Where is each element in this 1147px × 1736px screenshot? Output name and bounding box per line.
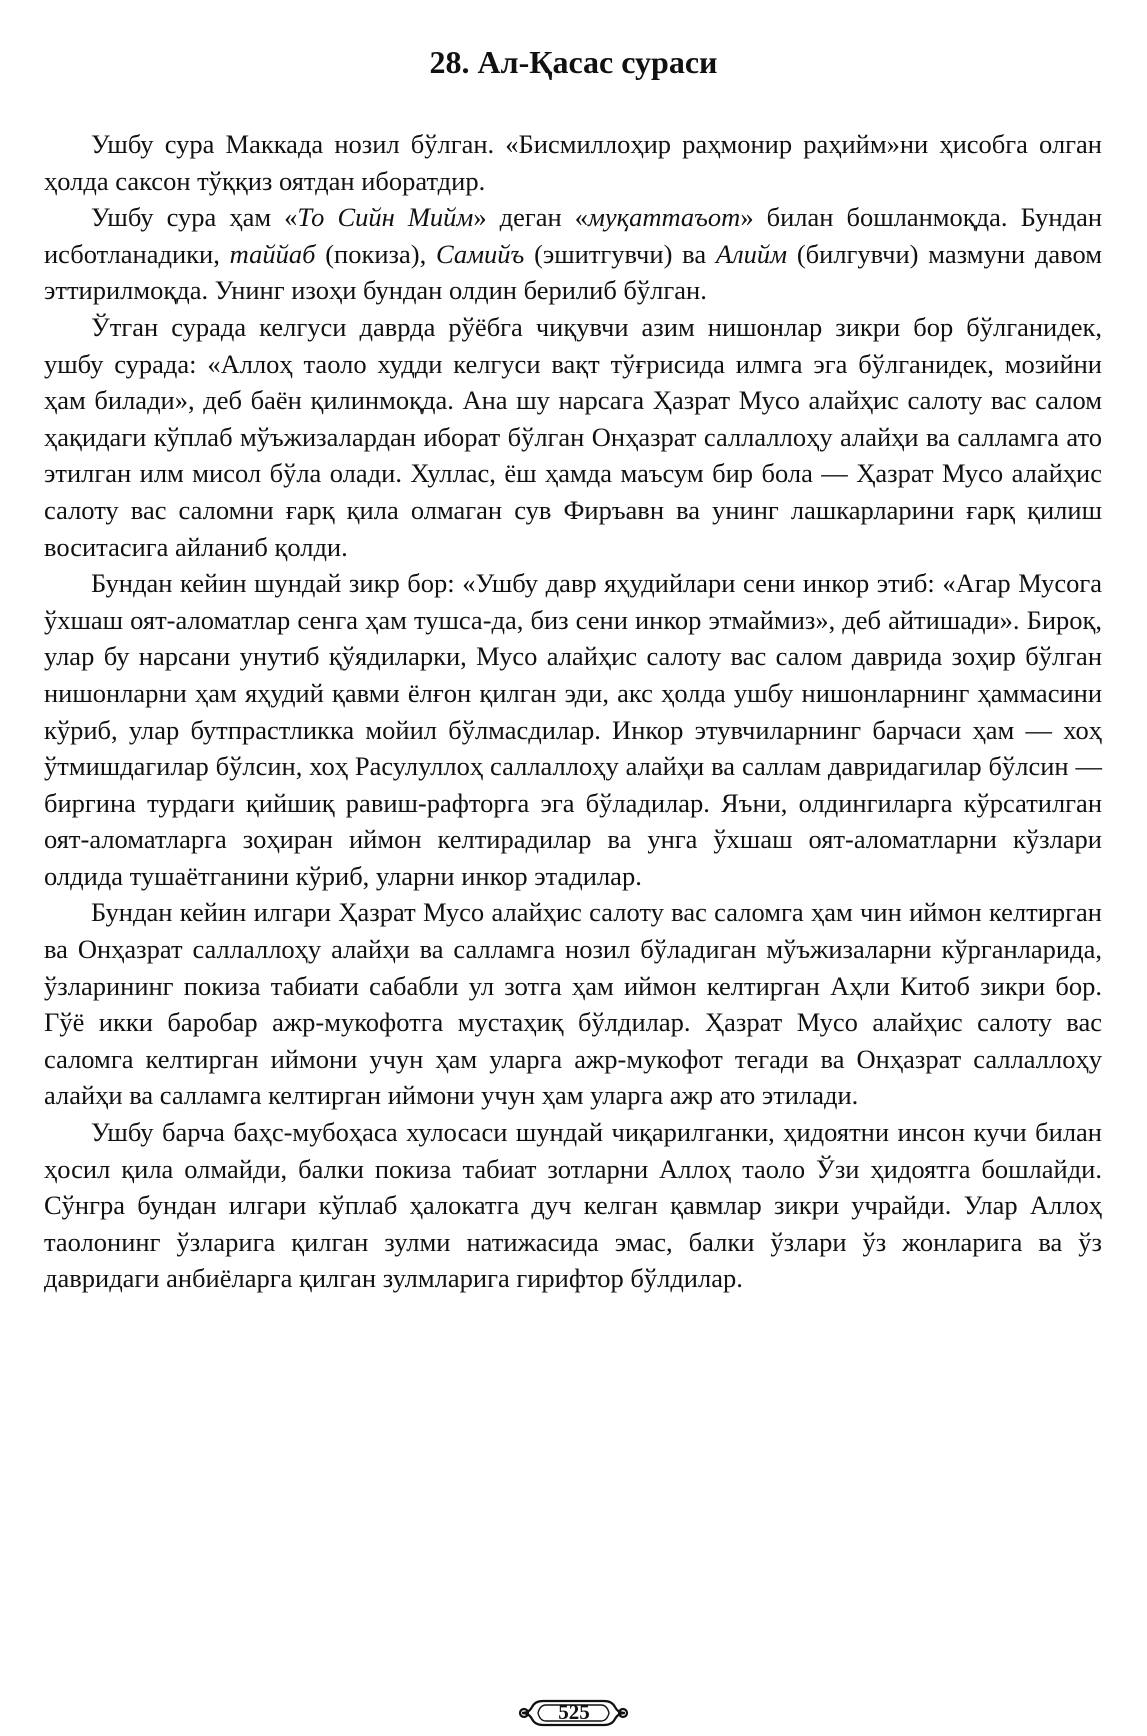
body-paragraph	[44, 199, 1102, 309]
body-paragraph	[44, 894, 1102, 1114]
text-run: Ушбу сура Маккада нозил бўлган. «Бисмиллоҳир раҳмонир раҳийм»ни ҳисобга олган ҳолда саксон тўққиз оятдан иборатдир.	[44, 129, 1102, 196]
body-text	[44, 126, 1102, 1297]
italic-term: Самийъ	[436, 238, 525, 269]
text-run: (покиза),	[315, 238, 436, 269]
body-paragraph	[44, 126, 1102, 199]
text-run: » билан бошланмоқда. Бундан исботланадики,	[44, 202, 1103, 269]
text-run: Бундан кейин илгари Ҳазрат Мусо алайҳис салоту вас саломга ҳам чин иймон келтирган ва Онҳазрат саллаллоҳу алайҳи ва салламга нозил бўладиган мўъжизаларни кўрганларида, ўзларининг покиза табиати сабабли ул зотга ҳам иймон келтирган Аҳли Китоб зикри бор. Гўё икки баробар ажр-мукофотга мустаҳиқ бўлдилар. Ҳазрат Мусо алайҳис салоту вас саломга келтирган иймони учун ҳам уларга ажр-мукофот тегади ва Онҳазрат саллаллоҳу алайҳи ва салламга келтирган иймони учун ҳам уларга ажр ато этилади.	[44, 897, 1102, 1111]
text-run: » деган «	[473, 202, 588, 233]
text-run: Бундан кейин шундай зикр бор: «Ушбу давр яҳудийлари сени инкор этиб: «Агар Мусога ўхшаш оят-аломатлар сенга ҳам тушса-да, биз сени инкор этмаймиз», деб айтишади». Бироқ, улар бу нарсани унутиб қўядиларки, Мусо алайҳис салоту вас салом даврида зоҳир бўлган нишонларни ҳам яҳудий қавми ёлғон қилган эди, акс ҳолда ушбу нишонларнинг ҳаммасини кўриб, улар бутпрастликка мойил бўлмасдилар. Инкор этувчиларнинг барчаси ҳам — хоҳ ўтмишдагилар бўлсин, хоҳ Расулуллоҳ саллаллоҳу алайҳи ва саллам давридагилар бўлсин — биргина турдаги қийшиқ равиш-рафторга эга бўладилар. Яъни, олдингиларга кўрсатилган оят-аломатларга зоҳиран иймон келтирадилар ва унга ўхшаш оят-аломатларни кўзлари олдида тушаётганини кўриб, уларни инкор этадилар.	[44, 568, 1102, 891]
chapter-title: 28. Ал-Қасас сураси	[429, 44, 718, 80]
page-number: 525	[558, 1700, 590, 1724]
italic-term: муқаттаъот	[588, 202, 741, 233]
italic-term: таййаб	[229, 238, 316, 269]
italic-term: Алийм	[715, 238, 788, 269]
text-run: Ушбу сура ҳам «	[91, 202, 298, 233]
text-run: (билгувчи) мазмуни давом эттирилмоқда. Унинг изоҳи бундан олдин берилиб бўлган.	[44, 238, 1102, 306]
body-paragraph	[44, 1114, 1102, 1297]
body-paragraph	[44, 309, 1102, 565]
text-run: Ўтган сурада келгуси даврда рўёбга чиқувчи азим нишонлар зикри бор бўлганидек, ушбу сурада: «Аллоҳ таоло худди келгуси вақт тўғрисида илмга эга бўлганидек, мозийни ҳам билади», деб баён қилинмоқда. Ана шу нарсага Ҳазрат Мусо алайҳис салоту вас салом ҳақидаги кўплаб мўъжизалардан иборат бўлган Онҳазрат саллаллоҳу алайҳи ва салламга ато этилган илм мисол бўла олади. Хуллас, ёш ҳамда маъсум бир бола — Ҳазрат Мусо алайҳис салоту вас саломни ғарқ қила олмаган сув Фиръавн ва унинг лашкарларини ғарқ қилиш воситасига айланиб қолди.	[44, 311, 1102, 562]
text-run: Ушбу барча баҳс-мубоҳаса хулосаси шундай чиқарилганки, ҳидоятни инсон кучи билан ҳосил қила олмайди, балки покиза табиат зотларни Аллоҳ таоло Ўзи ҳидоятга бошлайди. Сўнгра бундан илгари кўплаб ҳалокатга дуч келган қавмлар зикри учрайди. Улар Аллоҳ таолонинг ўзларига қилган зулми натижасида эмас, балки ўзлари ўз жонларига ва ўз давридаги анбиёларга қилган зулмларига гирифтор бўлдилар.	[44, 1117, 1102, 1294]
page-footer	[0, 1696, 1147, 1736]
text-run: (эшитгувчи) ва	[524, 238, 716, 269]
body-paragraph	[44, 565, 1102, 894]
italic-term: То Сийн Мийм	[297, 202, 474, 233]
